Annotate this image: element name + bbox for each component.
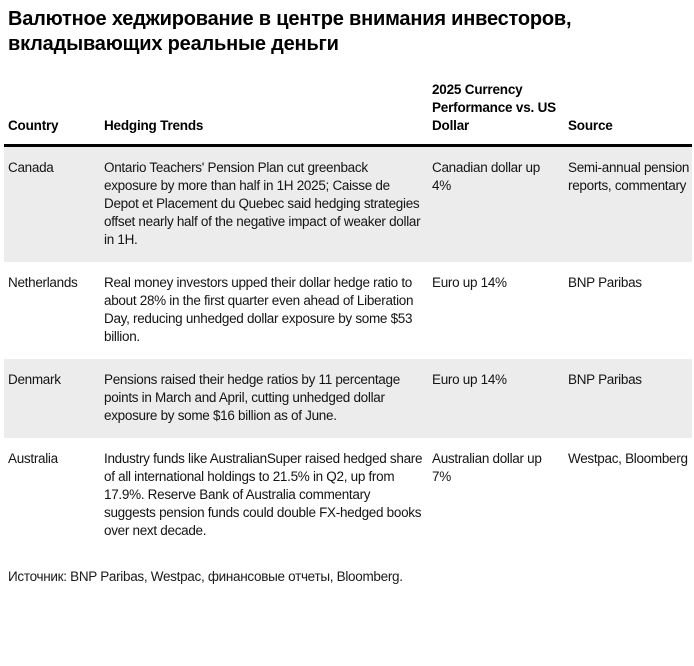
currency-cell: Euro up 14% bbox=[432, 275, 507, 290]
column-header-country: Country bbox=[4, 81, 104, 146]
table-body bbox=[4, 146, 692, 554]
hedging-table bbox=[4, 81, 692, 553]
source-cell: Westpac, Bloomberg bbox=[568, 451, 688, 466]
country-cell: Canada bbox=[8, 160, 54, 175]
column-header-hedging-trends: Hedging Trends bbox=[104, 81, 432, 146]
table-row-denmark bbox=[4, 359, 692, 438]
trend-cell: Industry funds like AustralianSuper raised hedged share of all international holdings to 21.5% in Q2, up from 17.9%. Reserve Bank of Australia commentary suggests pension funds could double FX-hedged books over next decade. bbox=[104, 451, 423, 538]
trend-cell: Real money investors upped their dollar hedge ratio to about 28% in the first quarter even ahead of Liberation Day, reducing unhedged dollar exposure by some $53 billion. bbox=[104, 275, 414, 344]
table-row-canada bbox=[4, 146, 692, 263]
trend-cell: Pensions raised their hedge ratios by 11 percentage points in March and April, cutting unhedged dollar exposure by some $16 billion as of June. bbox=[104, 372, 400, 423]
column-header-source: Source bbox=[568, 81, 692, 146]
country-cell: Australia bbox=[8, 451, 58, 466]
column-header-currency-performance: 2025 Currency Performance vs. US Dollar bbox=[432, 81, 568, 146]
source-cell: BNP Paribas bbox=[568, 372, 642, 387]
source-cell: Semi-annual pension reports, commentary bbox=[568, 160, 690, 193]
table-row-netherlands bbox=[4, 262, 692, 359]
page-title: Валютное хеджирование в центре внимания инвесторов, вкладывающих реальные деньги bbox=[8, 8, 572, 55]
table-header bbox=[4, 81, 692, 146]
country-cell: Denmark bbox=[8, 372, 61, 387]
country-cell: Netherlands bbox=[8, 275, 78, 290]
table-row-australia bbox=[4, 438, 692, 553]
currency-cell: Canadian dollar up 4% bbox=[432, 160, 540, 193]
currency-cell: Euro up 14% bbox=[432, 372, 507, 387]
source-note: Источник: BNP Paribas, Westpac, финансовые отчеты, Bloomberg. bbox=[8, 569, 403, 584]
header-row bbox=[4, 81, 692, 146]
source-cell: BNP Paribas bbox=[568, 275, 642, 290]
trend-cell: Ontario Teachers' Pension Plan cut greenback exposure by more than half in 1H 2025; Caisse de Depot et Placement du Quebec said hedging strategies offset nearly half of the negative impact of weaker dollar in 1H. bbox=[104, 160, 421, 247]
currency-cell: Australian dollar up 7% bbox=[432, 451, 542, 484]
